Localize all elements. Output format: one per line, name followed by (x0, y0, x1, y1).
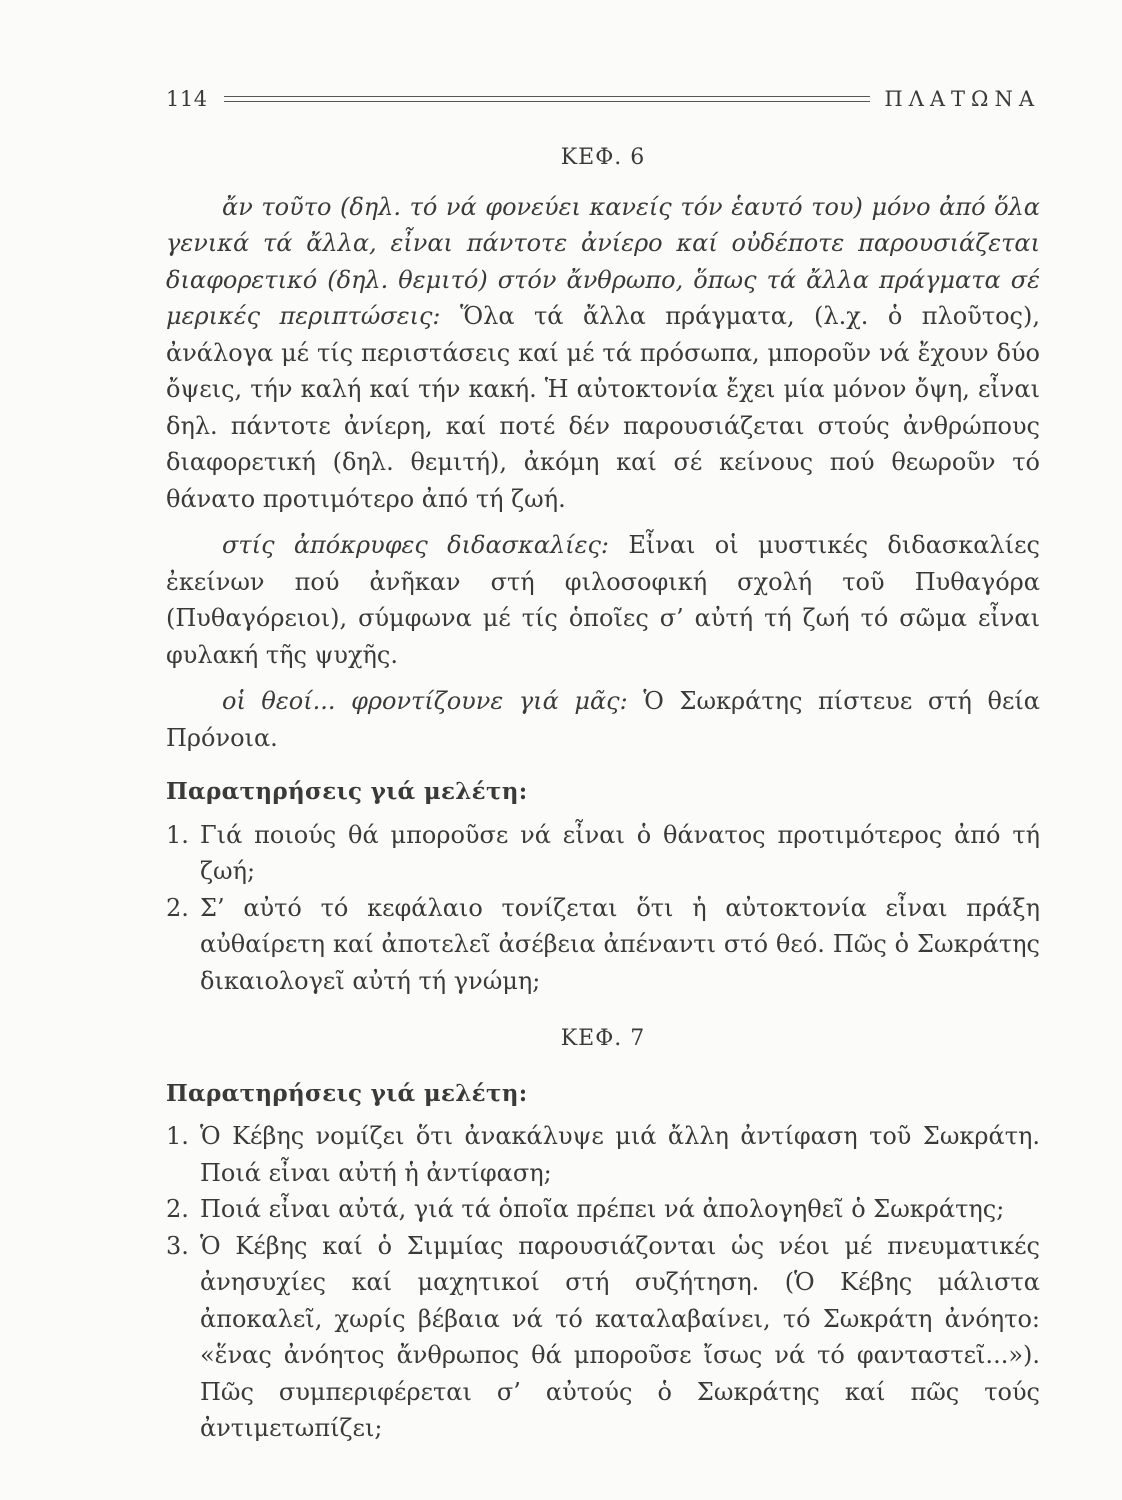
chapter-7-title: ΚΕΦ. 7 (560, 1026, 646, 1051)
list-item (166, 1191, 1040, 1228)
item-text: Ὁ Κέβης καί ὁ Σιμμίας παρουσιάζονται ὡς νέοι μέ πνευματικές ἀνησυχίες καί μαχητικοί στή συζήτηση. (Ὁ Κέβης μάλιστα ἀποκαλεῖ, χωρίς βέβαια νά τό καταλαβαίνει, τό Σωκράτη ἀνόητο: «ἕνας ἀνόητος ἄνθρωπος θά μποροῦσε ἴσως νά τό φανταστεῖ...»). Πῶς συμπεριφέρεται σ’ αὐτούς ὁ Σωκράτης καί πῶς τούς ἀντιμετωπίζει; (200, 1231, 1040, 1442)
item-text: Ὁ Κέβης νομίζει ὅτι ἀνακάλυψε μιά ἄλλη ἀντίφαση τοῦ Σωκράτη. Ποιά εἶναι αὐτή ἡ ἀντίφαση; (200, 1122, 1040, 1187)
item-number: 2. (166, 1195, 189, 1223)
list-item (166, 1228, 1040, 1447)
item-text: Ποιά εἶναι αὐτά, γιά τά ὁποῖα πρέπει νά ἀπολογηθεῖ ὁ Σωκράτης; (200, 1195, 1005, 1223)
commentary-text: Εἶναι οἱ μυστικές διδασκαλίες ἐκείνων πού ἀνῆκαν στή φιλοσοφική σχολή τοῦ Πυθαγόρα (Πυθαγόρειοι), σύμφωνα μέ τίς ὁποῖες σ’ αὐτή τή ζωή τό σῶμα εἶναι φυλακή τῆς ψυχῆς. (166, 531, 1041, 669)
commentary-paragraph (166, 527, 1040, 673)
item-text: Σ’ αὐτό τό κεφάλαιο τονίζεται ὅτι ἡ αὐτοκτονία εἶναι πράξη αὐθαίρετη καί ἀποτελεῖ ἀσέβεια ἀπέναντι στό θεό. Πῶς ὁ Σωκράτης δικαιολογεῖ αὐτή τή γνώμη; (200, 893, 1040, 995)
item-number: 2. (166, 893, 189, 922)
item-number: 1. (166, 820, 189, 849)
commentary-paragraph (166, 683, 1040, 756)
commentary-text: Ὁ Σωκράτης πίστευε στή θεία Πρόνοια. (166, 687, 1041, 752)
item-number: 3. (166, 1231, 189, 1260)
list-item (166, 890, 1040, 1000)
lemma-text: ἄν τοῦτο (δηλ. τό νά φονεύει κανείς τόν ἑαυτό του) μόνο ἀπό ὅλα γενικά τά ἄλλα, εἶναι πάντοτε ἀνίερο καί οὐδέποτε παρουσιάζεται διαφορετικό (δηλ. θεμιτό) στόν ἄνθρωπο, ὅπως τά ἄλλα πράγματα σέ μερικές περιπτώσεις: (166, 192, 1040, 330)
lemma-text: οἱ θεοί... φροντίζουνε γιά μᾶς: (222, 687, 628, 715)
study-questions-ch6 (166, 817, 1040, 1000)
page-header (166, 84, 1040, 114)
study-heading: Παρατηρήσεις γιά μελέτη: (166, 1079, 528, 1107)
page-number: 114 (166, 87, 208, 111)
running-title: ΠΛΑΤΩΝΑ (884, 87, 1040, 111)
study-heading: Παρατηρήσεις γιά μελέτη: (166, 778, 528, 805)
chapter-6-title: ΚΕΦ. 6 (560, 145, 646, 170)
list-item (166, 817, 1040, 890)
list-item (166, 1118, 1040, 1191)
study-questions-ch7 (166, 1118, 1040, 1447)
commentary-paragraph (166, 189, 1040, 518)
header-rule (224, 96, 871, 102)
page-content (166, 140, 1040, 1447)
commentary-text: Ὅλα τά ἄλλα πράγματα, (λ.χ. ὁ πλοῦτος), ἀνάλογα μέ τίς περιστάσεις καί μέ τά πρόσωπα, μποροῦν νά ἔχουν δύο ὄψεις, τήν καλή καί τήν κακή. Ἡ αὐτοκτονία ἔχει μία μόνον ὄψη, εἶναι δηλ. πάντοτε ἀνίερη, καί ποτέ δέν παρουσιάζεται στούς ἀνθρώπους διαφορετική (δηλ. θεμιτή), ἀκόμη καί σέ κείνους πού θεωροῦν τό θάνατο προτιμότερο ἀπό τή ζωή. (166, 302, 1040, 513)
item-text: Γιά ποιούς θά μποροῦσε νά εἶναι ὁ θάνατος προτιμότερος ἀπό τή ζωή; (200, 820, 1040, 885)
item-number: 1. (166, 1122, 189, 1150)
lemma-text: στίς ἀπόκρυφες διδασκαλίες: (222, 531, 610, 559)
